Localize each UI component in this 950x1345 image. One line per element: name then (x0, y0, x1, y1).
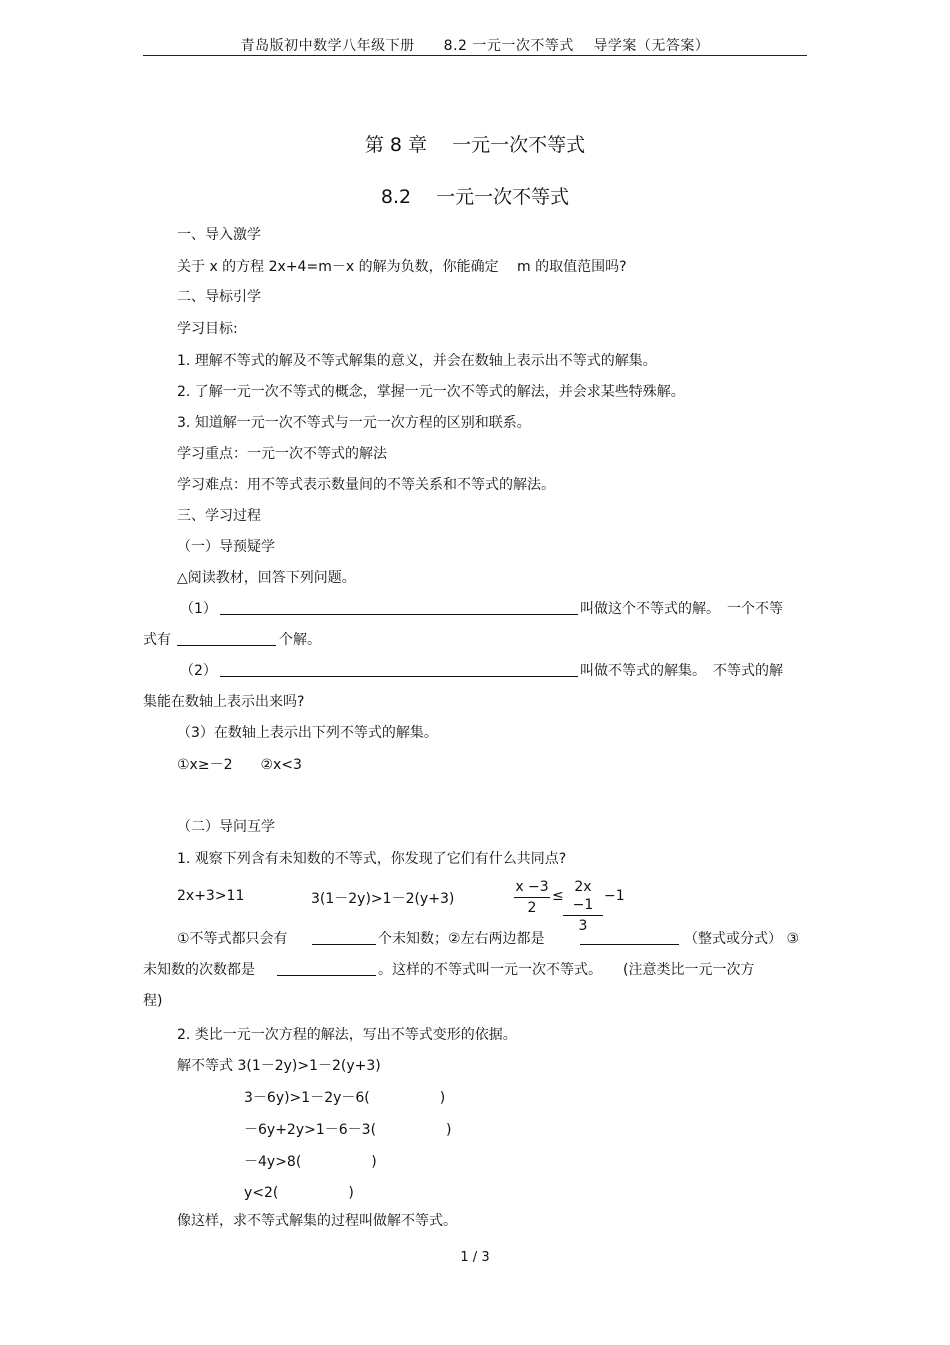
leq-sign: ≤ (552, 888, 564, 904)
question-1-number: （1） (180, 601, 217, 617)
solve-step: y<2( ) (244, 1185, 354, 1201)
fraction-right-denominator: 3 (578, 918, 588, 934)
fill-text-2a: 未知数的次数都是 (143, 962, 255, 978)
fill-text-3: 程) (143, 993, 163, 1009)
question-2-line2: 集能在数轴上表示出来吗? (143, 694, 305, 710)
fill-text-2b: 。这样的不等式叫一元一次不等式。 (注意类比一元一次方 (378, 962, 755, 978)
goals-label: 学习目标: (177, 321, 238, 337)
question-1-line2-suffix: 个解。 (279, 632, 321, 648)
question-2-number: （2） (180, 663, 217, 679)
chapter-title: 第 8 章 一元一次不等式 (364, 134, 586, 156)
fill-text-b: 个未知数；②左右两边都是 (378, 931, 545, 947)
fraction-left-numerator: x −3 (515, 879, 549, 895)
blank-line[interactable] (312, 944, 376, 945)
section-1-heading: 一、导入激学 (177, 227, 261, 243)
page-header: 青岛版初中数学八年级下册 8.2 一元一次不等式 导学案（无答案） (240, 38, 710, 54)
part-2-heading: （二）导问互学 (177, 819, 275, 835)
header-rule (143, 55, 807, 56)
goal-item: 1. 理解不等式的解及不等式解集的意义，并会在数轴上表示出不等式的解集。 (177, 353, 657, 369)
question-3: （3）在数轴上表示出下列不等式的解集。 (177, 725, 438, 741)
blank-line[interactable] (177, 645, 276, 646)
fraction-left (514, 878, 550, 917)
key-point: 学习重点：一元一次不等式的解法 (177, 446, 387, 462)
difficulty: 学习难点：用不等式表示数量间的不等关系和不等式的解法。 (177, 477, 555, 493)
fraction-bar (514, 897, 550, 898)
fill-text-c: （整式或分式） ③ (684, 931, 800, 947)
solve-label: 解不等式 3(1－2y)>1－2(y+3) (177, 1058, 381, 1074)
fraction-bar (563, 915, 603, 916)
fraction-left-denominator: 2 (527, 900, 537, 916)
observe-question: 1. 观察下列含有未知数的不等式，你发现了它们有什么共同点? (177, 851, 567, 867)
blank-line[interactable] (220, 614, 578, 615)
section-1-question: 关于 x 的方程 2x+4=m－x 的解为负数，你能确定 m 的取值范围吗? (177, 259, 627, 275)
fraction-right-numerator: 2x −1 (572, 879, 594, 913)
part-1-heading: （一）导预疑学 (177, 539, 275, 555)
question-1-line2-prefix: 式有 (143, 632, 171, 648)
page-number: 1 / 3 (460, 1250, 490, 1265)
question-2-text: 叫做不等式的解集。 不等式的解 (580, 663, 783, 679)
minus-one: −1 (604, 888, 625, 904)
section-title: 8.2 一元一次不等式 (380, 186, 570, 208)
conclusion: 像这样，求不等式解集的过程叫做解不等式。 (177, 1213, 457, 1229)
blank-line[interactable] (277, 975, 376, 976)
blank-line[interactable] (220, 676, 578, 677)
section-2-heading: 二、导标引学 (177, 289, 261, 305)
blank-line[interactable] (580, 944, 679, 945)
fill-text-a: ①不等式都只会有 (177, 931, 288, 947)
goal-item: 2. 了解一元一次不等式的概念，掌握一元一次不等式的解法，并会求某些特殊解。 (177, 384, 685, 400)
solve-step: －6y+2y>1－6－3( ) (244, 1122, 452, 1138)
fraction-right (563, 878, 603, 935)
inequality-1: 2x+3>11 (177, 888, 245, 904)
reading-intro: △阅读教材，回答下列问题。 (177, 570, 356, 586)
solve-step: 3－6y)>1－2y－6( ) (244, 1090, 446, 1106)
inequality-2: 3(1－2y)>1－2(y+3) (311, 891, 455, 907)
goal-item: 3. 知道解一元一次不等式与一元一次方程的区别和联系。 (177, 415, 531, 431)
question-3-items: ①x≥－2 ②x<3 (177, 757, 302, 773)
section-3-heading: 三、学习过程 (177, 508, 261, 524)
solve-step: －4y>8( ) (244, 1154, 377, 1170)
question-1-text: 叫做这个不等式的解。 一个不等 (580, 601, 783, 617)
analogy-question: 2. 类比一元一次方程的解法，写出不等式变形的依据。 (177, 1027, 517, 1043)
